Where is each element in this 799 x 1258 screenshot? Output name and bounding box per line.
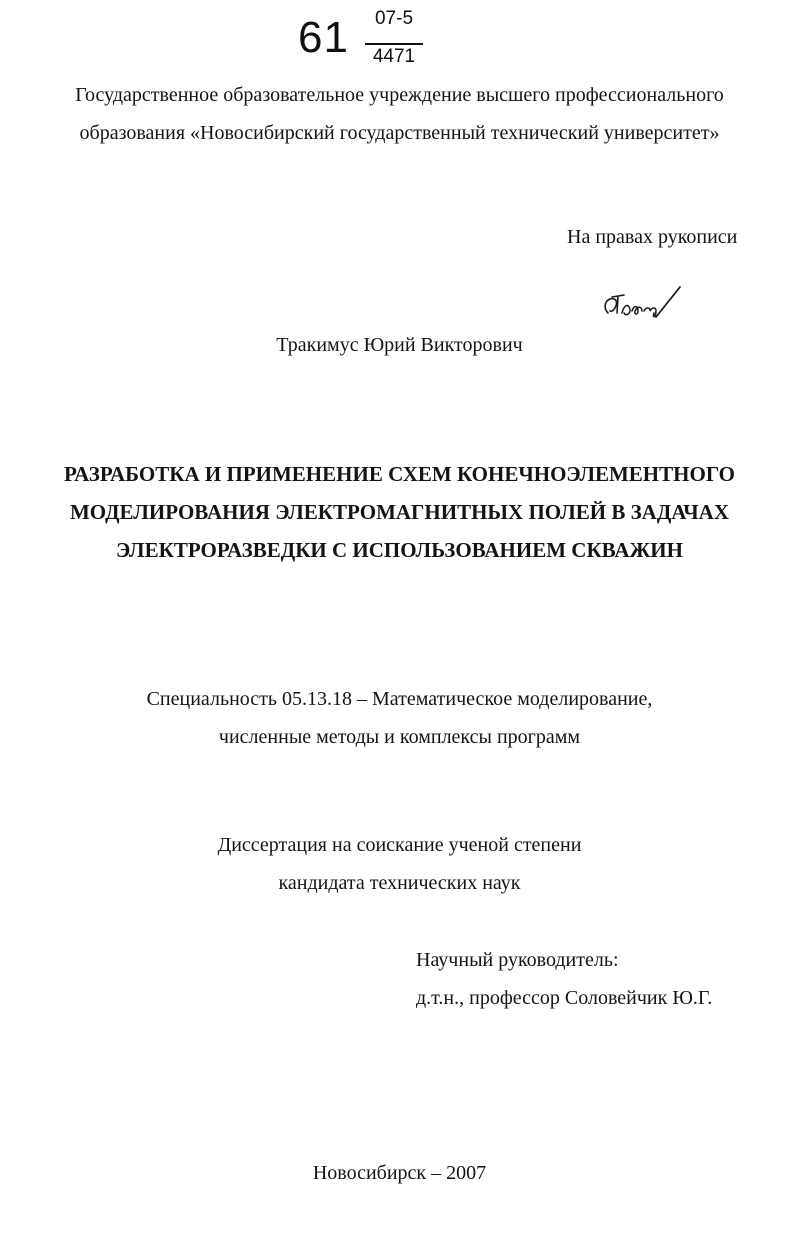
institution-name	[0, 76, 799, 152]
city-year: Новосибирск – 2007	[312, 1162, 487, 1184]
institution-line-2: образования «Новосибирский государственный технический университет»	[79, 122, 720, 144]
supervisor-label: Научный руководитель:	[416, 949, 619, 971]
signature-icon	[600, 283, 684, 329]
stamp-code-main: 61	[298, 13, 349, 62]
title-line-3: ЭЛЕКТРОРАЗВЕДКИ С ИСПОЛЬЗОВАНИЕМ СКВАЖИН	[116, 538, 683, 562]
supervisor-block	[416, 941, 712, 1017]
title-line-1: РАЗРАБОТКА И ПРИМЕНЕНИЕ СХЕМ КОНЕЧНОЭЛЕМЕНТНОГО	[64, 462, 735, 486]
speciality-line-1: Специальность 05.13.18 – Математическое моделирование,	[146, 688, 653, 710]
institution-line-1: Государственное образовательное учреждение высшего профессионального	[75, 84, 724, 106]
supervisor-name: д.т.н., профессор Соловейчик Ю.Г.	[416, 987, 713, 1009]
speciality-line-2: численные методы и комплексы программ	[218, 726, 581, 748]
speciality	[0, 680, 799, 756]
stamp-fraction-line	[365, 43, 423, 45]
degree-line-1: Диссертация на соискание ученой степени	[217, 834, 582, 856]
dissertation-title	[0, 455, 799, 569]
author-name: Тракимус Юрий Викторович	[276, 334, 523, 356]
manuscript-note: На правах рукописи	[567, 226, 738, 248]
title-line-2: МОДЕЛИРОВАНИЯ ЭЛЕКТРОМАГНИТНЫХ ПОЛЕЙ В ЗАДАЧАХ	[69, 500, 730, 524]
stamp-code-bottom: 4471	[372, 46, 416, 67]
degree-statement	[0, 826, 799, 902]
stamp-code-top: 07-5	[374, 8, 414, 29]
degree-line-2: кандидата технических наук	[278, 872, 521, 894]
